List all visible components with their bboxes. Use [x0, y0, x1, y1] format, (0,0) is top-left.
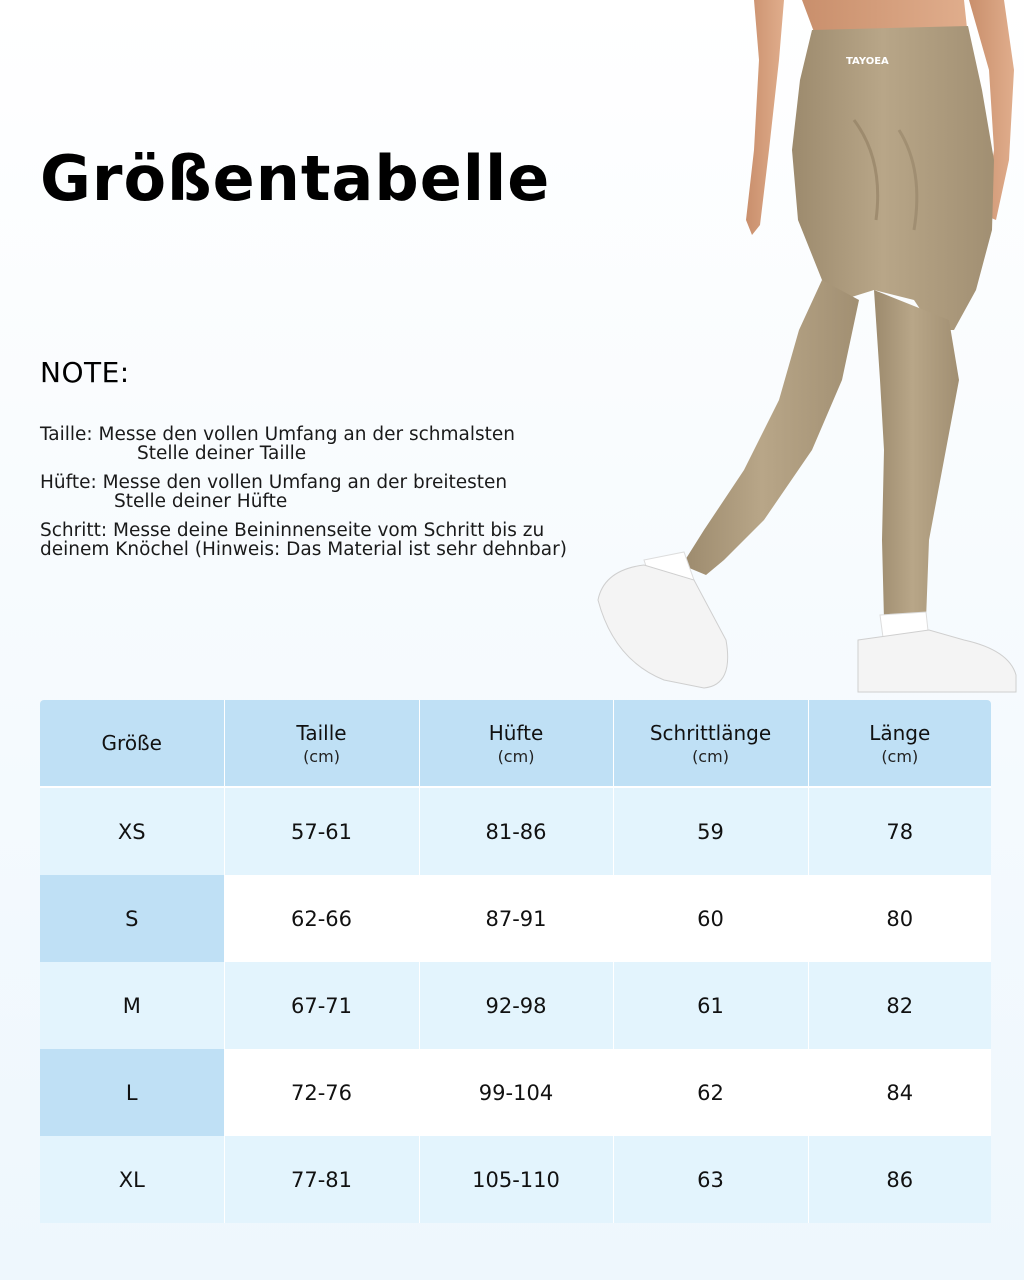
table-cell: 92-98	[419, 962, 613, 1049]
note-heading: NOTE:	[40, 356, 130, 389]
table-row	[40, 1136, 991, 1223]
table-cell: 86	[808, 1136, 991, 1223]
table-row	[40, 962, 991, 1049]
table-cell: 59	[613, 787, 808, 875]
table-cell: 80	[808, 875, 991, 962]
header-length: Länge (cm)	[808, 700, 991, 787]
table-cell: 67-71	[224, 962, 419, 1049]
table-cell: 82	[808, 962, 991, 1049]
size-chart-table	[40, 700, 991, 1223]
note-item-schritt	[40, 521, 567, 559]
table-cell: XL	[40, 1136, 224, 1223]
table-cell: 72-76	[224, 1049, 419, 1136]
table-cell: 77-81	[224, 1136, 419, 1223]
waistband-brand-text: TAYOEA	[846, 56, 889, 67]
table-cell: XS	[40, 787, 224, 875]
table-cell: 57-61	[224, 787, 419, 875]
header-waist: Taille (cm)	[224, 700, 419, 787]
note-item-taille	[40, 425, 515, 463]
note-line: Schritt: Messe deine Beininnenseite vom Schritt bis zu	[40, 520, 545, 541]
header-inseam: Schrittlänge (cm)	[613, 700, 808, 787]
note-line-continued: deinem Knöchel (Hinweis: Das Material ist sehr dehnbar)	[40, 539, 567, 560]
table-row	[40, 875, 991, 962]
table-cell: 61	[613, 962, 808, 1049]
table-row	[40, 787, 991, 875]
table-row	[40, 1049, 991, 1136]
table-cell: L	[40, 1049, 224, 1136]
table-cell: 78	[808, 787, 991, 875]
table-cell: 62	[613, 1049, 808, 1136]
table-cell: M	[40, 962, 224, 1049]
legging-model-illustration	[584, 0, 1024, 700]
header-hip: Hüfte (cm)	[419, 700, 613, 787]
table-cell: S	[40, 875, 224, 962]
table-cell: 60	[613, 875, 808, 962]
page-title: Größentabelle	[40, 142, 551, 215]
note-line-continued: Stelle deiner Taille	[137, 443, 307, 464]
note-line: Taille: Messe den vollen Umfang an der schmalsten	[40, 424, 515, 445]
table-cell: 81-86	[419, 787, 613, 875]
table-cell: 62-66	[224, 875, 419, 962]
header-size: Größe	[40, 700, 224, 787]
note-line: Hüfte: Messe den vollen Umfang an der breitesten	[40, 472, 508, 493]
table-cell: 87-91	[419, 875, 613, 962]
table-cell: 99-104	[419, 1049, 613, 1136]
table-cell: 84	[808, 1049, 991, 1136]
note-item-huefte	[40, 473, 507, 511]
table-header-row	[40, 700, 991, 787]
note-line-continued: Stelle deiner Hüfte	[114, 491, 288, 512]
table-cell: 63	[613, 1136, 808, 1223]
table-cell: 105-110	[419, 1136, 613, 1223]
